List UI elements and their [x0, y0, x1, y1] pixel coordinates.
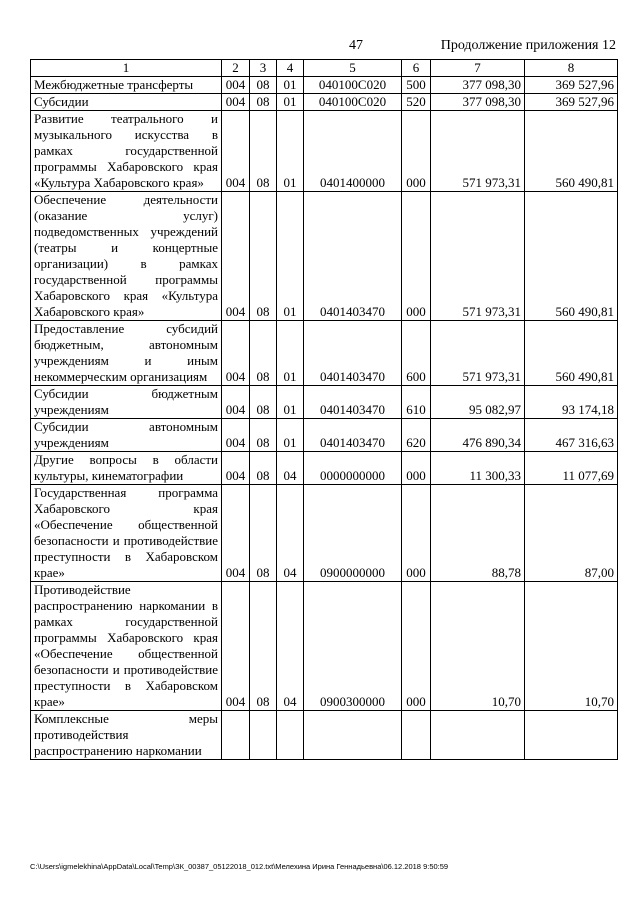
subsection-code-cell: 04: [277, 452, 304, 485]
amount-year1-cell: 571 973,31: [431, 192, 525, 321]
amount-year2-cell: 560 490,81: [525, 192, 618, 321]
column-header: 8: [525, 60, 618, 77]
section-code-cell: 08: [250, 452, 277, 485]
column-header: 4: [277, 60, 304, 77]
expense-type-cell: 000: [402, 485, 431, 582]
section-code-cell: 08: [250, 582, 277, 711]
column-header: 5: [304, 60, 402, 77]
expense-type-cell: 000: [402, 111, 431, 192]
subsection-code-cell: 01: [277, 77, 304, 94]
expense-type-cell: 520: [402, 94, 431, 111]
table-row: [31, 192, 618, 321]
amount-year1-cell: [431, 711, 525, 760]
table-row: [31, 111, 618, 192]
amount-year2-cell: [525, 711, 618, 760]
subsection-code-cell: 01: [277, 94, 304, 111]
expense-type-cell: 610: [402, 386, 431, 419]
admin-code-cell: 004: [222, 386, 250, 419]
column-header: 7: [431, 60, 525, 77]
subsection-code-cell: 04: [277, 582, 304, 711]
target-article-cell: 0401403470: [304, 192, 402, 321]
row-name-cell: Другие вопросы в области культуры, кинематографии: [31, 452, 222, 485]
amount-year1-cell: 88,78: [431, 485, 525, 582]
column-header: 2: [222, 60, 250, 77]
admin-code-cell: [222, 711, 250, 760]
amount-year2-cell: 11 077,69: [525, 452, 618, 485]
amount-year2-cell: 467 316,63: [525, 419, 618, 452]
admin-code-cell: 004: [222, 452, 250, 485]
target-article-cell: [304, 711, 402, 760]
subsection-code-cell: 01: [277, 111, 304, 192]
target-article-cell: 0401403470: [304, 419, 402, 452]
target-article-cell: 0401403470: [304, 386, 402, 419]
row-name-cell: Субсидии автономным учреждениям: [31, 419, 222, 452]
target-article-cell: 0401400000: [304, 111, 402, 192]
subsection-code-cell: 04: [277, 485, 304, 582]
table-row: [31, 485, 618, 582]
table-row: [31, 711, 618, 760]
column-header: 6: [402, 60, 431, 77]
expense-type-cell: 000: [402, 192, 431, 321]
page-number: 47: [349, 38, 363, 53]
amount-year2-cell: 560 490,81: [525, 111, 618, 192]
admin-code-cell: 004: [222, 582, 250, 711]
admin-code-cell: 004: [222, 485, 250, 582]
amount-year1-cell: 571 973,31: [431, 321, 525, 386]
subsection-code-cell: 01: [277, 419, 304, 452]
section-code-cell: 08: [250, 419, 277, 452]
amount-year1-cell: 476 890,34: [431, 419, 525, 452]
row-name-cell: Обеспечение деятельности (оказание услуг) подведомственных учреждений (театры и концертные организации) в рамках государственной программы Хабаровского края «Культура Хабаровского края»: [31, 192, 222, 321]
column-header: 1: [31, 60, 222, 77]
row-name-cell: Межбюджетные трансферты: [31, 77, 222, 94]
admin-code-cell: 004: [222, 111, 250, 192]
expense-type-cell: 500: [402, 77, 431, 94]
section-code-cell: 08: [250, 321, 277, 386]
row-name-cell: Противодействие распространению наркомании в рамках государственной программы Хабаровского края «Обеспечение общественной безопасности и противодействие преступности в Хабаровском крае»: [31, 582, 222, 711]
amount-year2-cell: 87,00: [525, 485, 618, 582]
table-row: [31, 452, 618, 485]
expense-type-cell: 620: [402, 419, 431, 452]
subsection-code-cell: [277, 711, 304, 760]
row-name-cell: Развитие театрального и музыкального искусства в рамках государственной программы Хабаровского края «Культура Хабаровского края»: [31, 111, 222, 192]
target-article-cell: 0900300000: [304, 582, 402, 711]
amount-year1-cell: 95 082,97: [431, 386, 525, 419]
section-code-cell: 08: [250, 111, 277, 192]
section-code-cell: 08: [250, 77, 277, 94]
amount-year1-cell: 571 973,31: [431, 111, 525, 192]
subsection-code-cell: 01: [277, 321, 304, 386]
section-code-cell: [250, 711, 277, 760]
target-article-cell: 0000000000: [304, 452, 402, 485]
row-name-cell: Комплексные меры противодействия распространению наркомании: [31, 711, 222, 760]
amount-year1-cell: 10,70: [431, 582, 525, 711]
amount-year1-cell: 377 098,30: [431, 94, 525, 111]
amount-year1-cell: 11 300,33: [431, 452, 525, 485]
table-row: [31, 77, 618, 94]
table-row: [31, 94, 618, 111]
table-row: [31, 582, 618, 711]
admin-code-cell: 004: [222, 94, 250, 111]
admin-code-cell: 004: [222, 419, 250, 452]
subsection-code-cell: 01: [277, 192, 304, 321]
admin-code-cell: 004: [222, 321, 250, 386]
expense-type-cell: 600: [402, 321, 431, 386]
section-code-cell: 08: [250, 192, 277, 321]
amount-year2-cell: 10,70: [525, 582, 618, 711]
target-article-cell: 0900000000: [304, 485, 402, 582]
target-article-cell: 0401403470: [304, 321, 402, 386]
table-row: [31, 386, 618, 419]
amount-year2-cell: 560 490,81: [525, 321, 618, 386]
target-article-cell: 040100С020: [304, 94, 402, 111]
amount-year2-cell: 369 527,96: [525, 94, 618, 111]
amount-year2-cell: 93 174,18: [525, 386, 618, 419]
section-code-cell: 08: [250, 386, 277, 419]
row-name-cell: Государственная программа Хабаровского края «Обеспечение общественной безопасности и противодействие преступности в Хабаровском крае»: [31, 485, 222, 582]
admin-code-cell: 004: [222, 77, 250, 94]
section-code-cell: 08: [250, 94, 277, 111]
row-name-cell: Субсидии: [31, 94, 222, 111]
budget-table: [30, 59, 618, 760]
file-path-footer: C:\Users\igmelekhina\AppData\Local\Temp\ЗК_00387_05122018_012.txt\Мелехина Ирина Геннадьевна\06.12.2018 9:50:59: [30, 862, 449, 871]
amount-year1-cell: 377 098,30: [431, 77, 525, 94]
section-code-cell: 08: [250, 485, 277, 582]
admin-code-cell: 004: [222, 192, 250, 321]
table-row: [31, 419, 618, 452]
row-name-cell: Предоставление субсидий бюджетным, автономным учреждениям и иным некоммерческим организациям: [31, 321, 222, 386]
row-name-cell: Субсидии бюджетным учреждениям: [31, 386, 222, 419]
expense-type-cell: [402, 711, 431, 760]
target-article-cell: 040100С020: [304, 77, 402, 94]
expense-type-cell: 000: [402, 582, 431, 711]
expense-type-cell: 000: [402, 452, 431, 485]
amount-year2-cell: 369 527,96: [525, 77, 618, 94]
column-header: 3: [250, 60, 277, 77]
subsection-code-cell: 01: [277, 386, 304, 419]
column-number-row: [31, 60, 618, 77]
table-row: [31, 321, 618, 386]
appendix-continuation-label: Продолжение приложения 12: [440, 38, 616, 53]
